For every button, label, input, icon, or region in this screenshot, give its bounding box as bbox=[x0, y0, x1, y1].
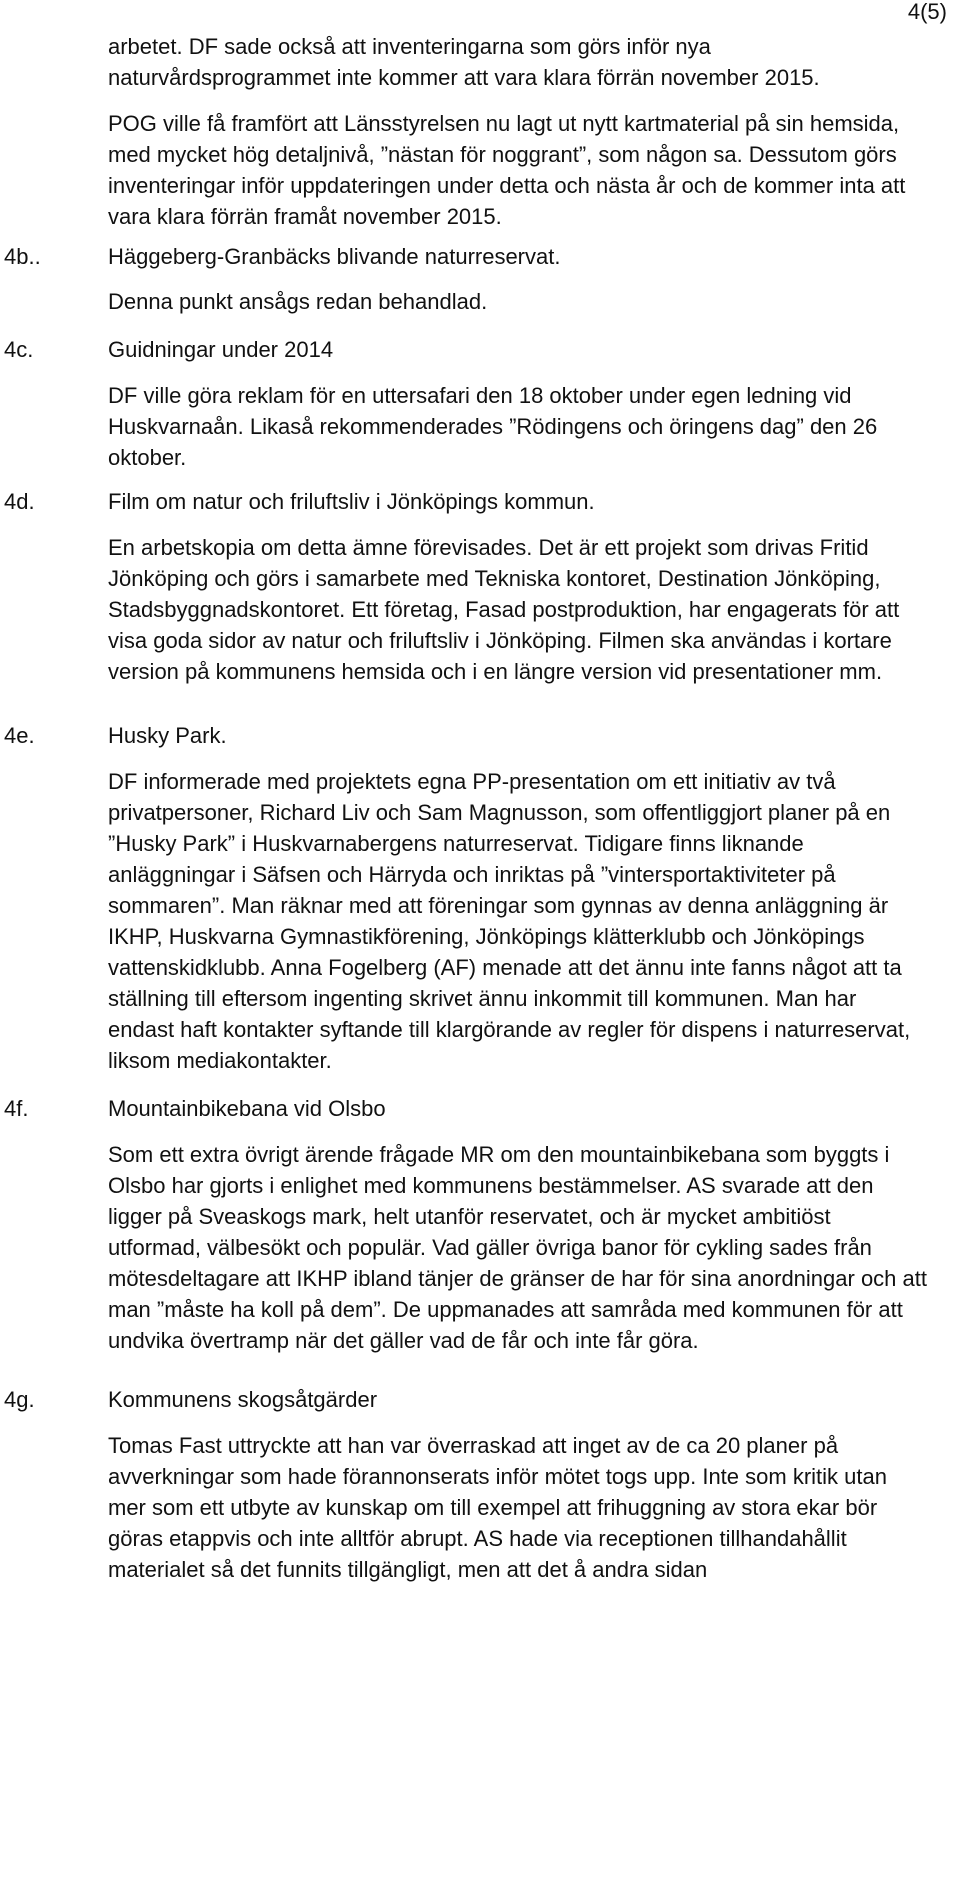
section-title-4b: Häggeberg-Granbäcks blivande naturreservat. bbox=[108, 244, 561, 269]
section-number-4g: 4g. bbox=[4, 1387, 35, 1412]
section-title-4c: Guidningar under 2014 bbox=[108, 337, 334, 362]
section-title-4f: Mountainbikebana vid Olsbo bbox=[108, 1096, 386, 1121]
section-title-4g: Kommunens skogsåtgärder bbox=[108, 1387, 378, 1412]
section-body-4e: DF informerade med projektets egna PP-presentation om ett initiativ av två privatpersoner, Richard Liv och Sam Magnusson, som offentliggjort planer på en ”Husky Park” i Huskvarnabergens naturreservat. Tidigare finns liknande anläggningar i Säfsen och Härryda och inriktas på ”vintersportaktiviteter på sommaren”. Man räknar med att föreningar som gynnas av denna anläggning är IKHP, Huskvarna Gymnastikförening, Jönköpings klätterklubb och Jönköpings vattenskidklubb. Anna Fogelberg (AF) menade att det ännu inte fanns något att ta ställning till eftersom ingenting skrivet ännu inkommit till kommunen. Man har endast haft kontakter syftande till klargörande av regler för dispens i naturreservat, liksom mediakontakter. bbox=[108, 769, 911, 1073]
section-body-4c: DF ville göra reklam för en uttersafari den 18 oktober under egen ledning vid Huskvarnaån. Likaså rekommenderades ”Rödingens och öringens dag” den 26 oktober. bbox=[108, 383, 878, 470]
section-body-4b: Denna punkt ansågs redan behandlad. bbox=[108, 289, 488, 314]
section-body-4g: Tomas Fast uttryckte att han var överraskad att inget av de ca 20 planer på avverkningar som hade förannonserats inför mötet togs upp. Inte som kritik utan mer som ett utbyte av kunskap om till exempel att frihuggning av stora ekar bör göras etappvis och inte alltför abrupt. AS hade via receptionen tillhandahållit materialet så det funnits tillgängligt, men att det å andra sidan bbox=[108, 1433, 887, 1582]
paragraph-pog: POG ville få framfört att Länsstyrelsen nu lagt ut nytt kartmaterial på sin hemsida, med mycket hög detaljnivå, ”nästan för noggrant”, som någon sa. Dessutom görs inventeringar inför uppdateringen under detta och nästa år och de kommer inta att vara klara förrän framåt november 2015. bbox=[108, 111, 906, 229]
section-number-4e: 4e. bbox=[4, 723, 35, 748]
section-body-4d: En arbetskopia om detta ämne förevisades. Det är ett projekt som drivas Fritid Jönköping och görs i samarbete med Tekniska kontoret, Destination Jönköping, Stadsbyggnadskontoret. Ett företag, Fasad postproduktion, har engagerats för att visa goda sidor av natur och friluftsliv i Jönköping. Filmen ska användas i kortare version på kommunens hemsida och i en längre version vid presentationer mm. bbox=[108, 535, 900, 684]
page-number: 4(5) bbox=[907, 0, 947, 24]
section-title-4d: Film om natur och friluftsliv i Jönköpings kommun. bbox=[108, 489, 595, 514]
section-number-4f: 4f. bbox=[4, 1096, 29, 1121]
paragraph-intro-continued: arbetet. DF sade också att inventeringarna som görs inför nya naturvårdsprogrammet inte kommer att vara klara förrän november 2015. bbox=[108, 34, 820, 90]
section-number-4b: 4b.. bbox=[4, 244, 41, 269]
section-number-4c: 4c. bbox=[4, 337, 34, 362]
section-body-4f: Som ett extra övrigt ärende frågade MR om den mountainbikebana som byggts i Olsbo har gjorts i enlighet med kommunens bestämmelser. AS svarade att den ligger på Sveaskogs mark, helt utanför reservatet, och är mycket ambitiöst utformad, välbesökt och populär. Vad gäller övriga banor för cykling sades från mötesdeltagare att IKHP ibland tänjer de gränser de har för sina anordningar och att man ”måste ha koll på dem”. De uppmanades att samråda med kommunen för att undvika övertramp när det gäller vad de får och inte får göra. bbox=[108, 1142, 927, 1353]
section-number-4d: 4d. bbox=[4, 489, 35, 514]
section-title-4e: Husky Park. bbox=[108, 723, 227, 748]
